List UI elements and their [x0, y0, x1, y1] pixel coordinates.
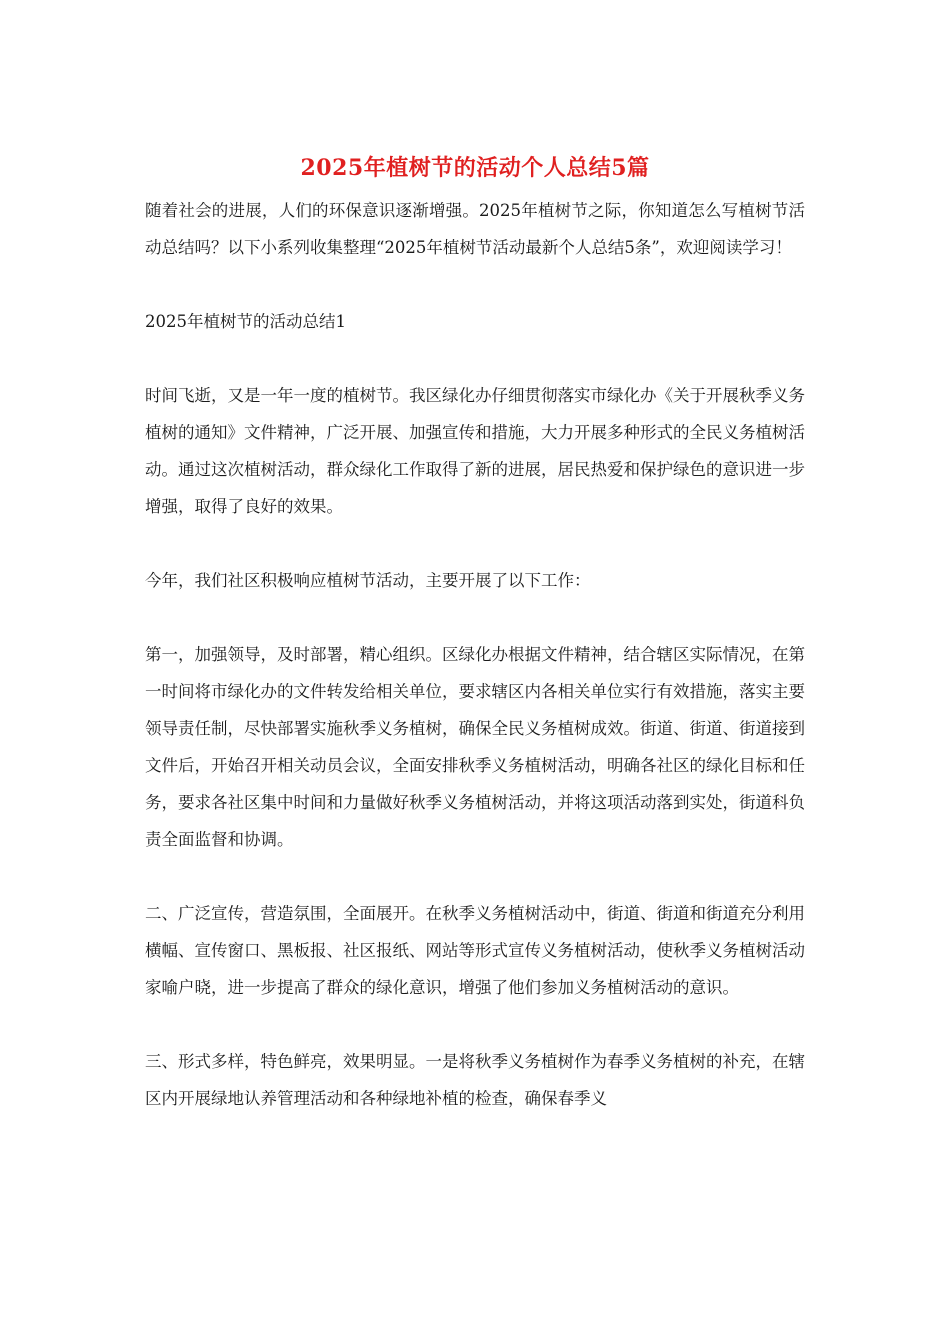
body-paragraph: 二、广泛宣传，营造氛围，全面展开。在秋季义务植树活动中，街道、街道和街道充分利用横幅、宣传窗口、黑板报、社区报纸、网站等形式宣传义务植树活动，使秋季义务植树活动家喻户晓，进一步提高了群众的绿化意识，增强了他们参加义务植树活动的意识。: [145, 904, 805, 997]
paragraph-gap: [145, 599, 805, 636]
body-paragraph: 时间飞逝，又是一年一度的植树节。我区绿化办仔细贯彻落实市绿化办《关于开展秋季义务植树的通知》文件精神，广泛开展、加强宣传和措施，大力开展多种形式的全民义务植树活动。通过这次植树活动，群众绿化工作取得了新的进展，居民热爱和保护绿色的意识进一步增强，取得了良好的效果。: [145, 386, 805, 516]
document-title: 2025年植树节的活动个人总结5篇: [300, 155, 650, 181]
paragraph-gap: [145, 525, 805, 562]
section-heading: 2025年植树节的活动总结1: [145, 312, 346, 331]
paragraph-gap: [145, 858, 805, 895]
intro-paragraph: 随着社会的进展，人们的环保意识逐渐增强。2025年植树节之际，你知道怎么写植树节活动总结吗？以下小系列收集整理“2025年植树节活动最新个人总结5条”，欢迎阅读学习！: [145, 201, 805, 257]
document-body: [145, 192, 805, 1117]
body-paragraph: 第一，加强领导，及时部署，精心组织。区绿化办根据文件精神，结合辖区实际情况，在第一时间将市绿化办的文件转发给相关单位，要求辖区内各相关单位实行有效措施，落实主要领导责任制，尽快部署实施秋季义务植树，确保全民义务植树成效。街道、街道、街道接到文件后，开始召开相关动员会议，全面安排秋季义务植树活动，明确各社区的绿化目标和任务，要求各社区集中时间和力量做好秋季义务植树活动，并将这项活动落到实处，街道科负责全面监督和协调。: [145, 645, 805, 849]
paragraph-gap: [145, 340, 805, 377]
body-paragraph: 三、形式多样，特色鲜亮，效果明显。一是将秋季义务植树作为春季义务植树的补充，在辖区内开展绿地认养管理活动和各种绿地补植的检查，确保春季义: [145, 1052, 805, 1108]
paragraph-gap: [145, 1006, 805, 1043]
body-paragraph: 今年，我们社区积极响应植树节活动，主要开展了以下工作：: [145, 571, 591, 590]
paragraph-gap: [145, 266, 805, 303]
